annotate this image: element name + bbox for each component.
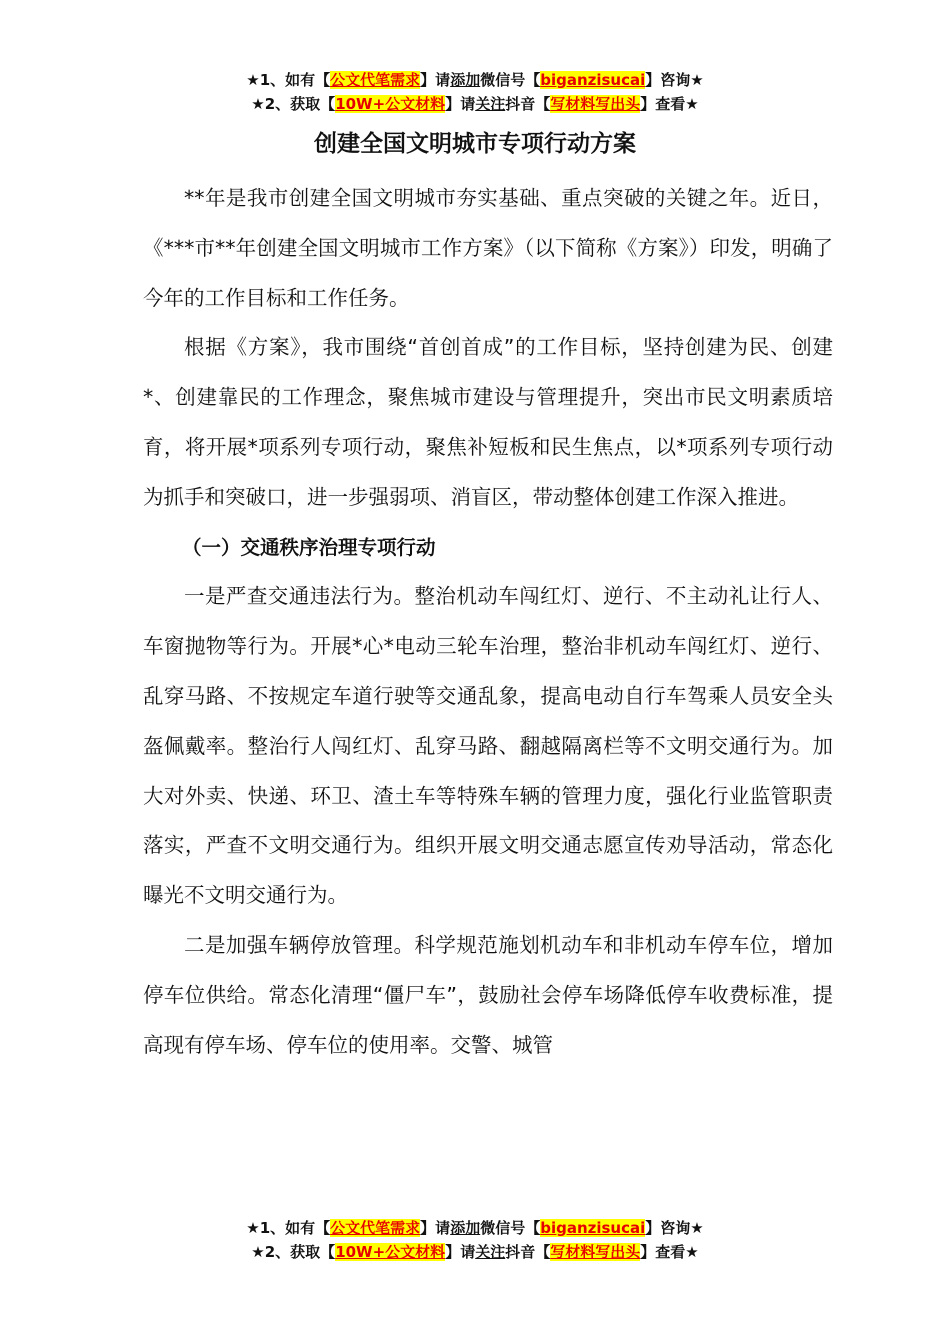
promo-emphasis: 关注 (475, 1243, 506, 1261)
promo-text: ★1、如有【 (246, 71, 331, 89)
promo-highlight: 公文代笔需求 (330, 71, 421, 89)
promo-line-1 (0, 1216, 950, 1240)
body-paragraph: 根据《方案》，我市围绕“首创首成”的工作目标，坚持创建为民、创建*、创建靠民的工作理念，聚焦城市建设与管理提升，突出市民文明素质培育，将开展*项系列专项行动，聚焦补短板和民生焦点，以*项系列专项行动为抓手和突破口，进一步强弱项、消盲区，带动整体创建工作深入推进。 (143, 335, 833, 509)
document-title: 创建全国文明城市专项行动方案 (314, 131, 636, 157)
promo-text: 抖音【 (505, 95, 551, 113)
promo-text: 】请 (420, 1219, 451, 1237)
promo-text: 微信号【 (480, 71, 541, 89)
promo-text: 】请 (445, 95, 476, 113)
promo-text: 抖音【 (505, 1243, 551, 1261)
promo-wechat-id: biganzisucai (540, 1219, 646, 1237)
promo-highlight: 公文代笔需求 (330, 1219, 421, 1237)
promo-emphasis: 关注 (475, 95, 506, 113)
body-paragraph: **年是我市创建全国文明城市夯实基础、重点突破的关键之年。近日，《***市**年创建全国文明城市工作方案》（以下简称《方案》）印发，明确了今年的工作目标和工作任务。 (143, 186, 833, 310)
promo-douyin-id: 写材料写出头 (550, 1243, 641, 1261)
promo-emphasis: 添加 (450, 1219, 481, 1237)
section-heading: （一）交通秩序治理专项行动 (182, 535, 436, 559)
promo-text: ★1、如有【 (246, 1219, 331, 1237)
promo-line-1 (0, 68, 950, 92)
promo-banner-top (0, 68, 950, 116)
promo-text: ★2、获取【 (251, 95, 336, 113)
promo-text: ★2、获取【 (251, 1243, 336, 1261)
promo-wechat-id: biganzisucai (540, 71, 646, 89)
promo-text: 】请 (445, 1243, 476, 1261)
promo-banner-bottom (0, 1216, 950, 1264)
body-paragraph: 二是加强车辆停放管理。科学规范施划机动车和非机动车停车位，增加停车位供给。常态化清理“僵尸车”，鼓励社会停车场降低停车收费标准，提高现有停车场、停车位的使用率。交警、城管 (143, 932, 833, 1057)
document-body (143, 174, 833, 1070)
promo-emphasis: 添加 (450, 71, 481, 89)
promo-highlight: 10W+公文材料 (335, 1243, 446, 1261)
promo-text: 】查看★ (640, 95, 699, 113)
promo-douyin-id: 写材料写出头 (550, 95, 641, 113)
promo-text: 微信号【 (480, 1219, 541, 1237)
body-paragraph: 一是严查交通违法行为。整治机动车闯红灯、逆行、不主动礼让行人、车窗抛物等行为。开展*心*电动三轮车治理，整治非机动车闯红灯、逆行、乱穿马路、不按规定车道行驶等交通乱象，提高电动自行车驾乘人员安全头盔佩戴率。整治行人闯红灯、乱穿马路、翻越隔离栏等不文明交通行为。加大对外卖、快递、环卫、渣土车等特殊车辆的管理力度，强化行业监管职责落实，严查不文明交通行为。组织开展文明交通志愿宣传劝导活动，常态化曝光不文明交通行为。 (143, 584, 833, 908)
promo-text: 】查看★ (640, 1243, 699, 1261)
promo-line-2 (0, 1240, 950, 1264)
promo-line-2 (0, 92, 950, 116)
promo-text: 】请 (420, 71, 451, 89)
promo-text: 】咨询★ (645, 1219, 704, 1237)
promo-text: 】咨询★ (645, 71, 704, 89)
promo-highlight: 10W+公文材料 (335, 95, 446, 113)
